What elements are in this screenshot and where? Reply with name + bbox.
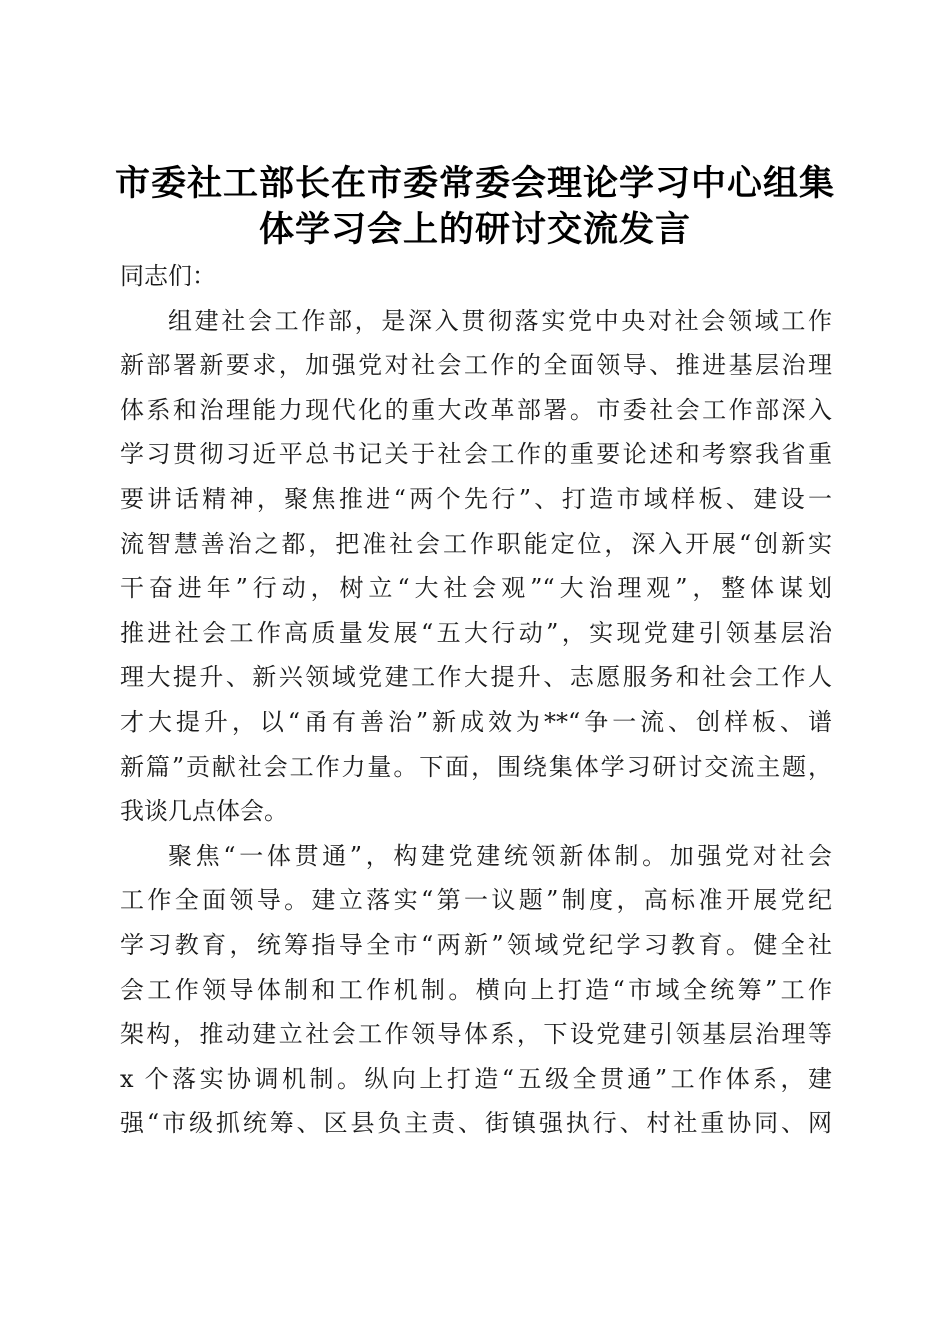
paragraph-line: 组建社会工作部，是深入贯彻落实党中央对社会领域工作 <box>168 306 832 335</box>
paragraph-1 <box>120 299 832 834</box>
paragraph-line: x 个落实协调机制。纵向上打造“五级全贯通”工作体系，建 <box>120 1064 832 1093</box>
paragraph-2 <box>120 834 832 1146</box>
paragraph-line: 学习教育，统筹指导全市“两新”领域党纪学习教育。健全社 <box>120 930 832 959</box>
paragraph-line: 体系和治理能力现代化的重大改革部署。市委社会工作部深入 <box>120 395 832 424</box>
paragraph-line: 新部署新要求，加强党对社会工作的全面领导、推进基层治理 <box>120 351 832 380</box>
paragraph-line: 要讲话精神，聚焦推进“两个先行”、打造市域样板、建设一 <box>120 484 832 513</box>
title-line-1: 市委社工部长在市委常委会理论学习中心组集 <box>114 163 835 205</box>
paragraph-line: 干奋进年”行动，树立“大社会观”“大治理观”，整体谋划 <box>120 574 832 603</box>
paragraph-line: 推进社会工作高质量发展“五大行动”，实现党建引领基层治 <box>120 618 832 647</box>
title-line-2: 体学习会上的研讨交流发言 <box>258 209 691 251</box>
paragraph-line: 工作全面领导。建立落实“第一议题”制度，高标准开展党纪 <box>120 886 832 915</box>
paragraph-line: 会工作领导体制和工作机制。横向上打造“市域全统筹”工作 <box>120 975 832 1004</box>
paragraph-line: 我谈几点体会。 <box>120 797 288 826</box>
paragraph-line: 强“市级抓统筹、区县负主责、街镇强执行、村社重协同、网 <box>120 1109 832 1138</box>
paragraph-line: 才大提升，以“甬有善治”新成效为**“争一流、创样板、谱 <box>120 707 832 736</box>
paragraph-line: 学习贯彻习近平总书记关于社会工作的重要论述和考察我省重 <box>120 440 832 469</box>
paragraph-line: 流智慧善治之都，把准社会工作职能定位，深入开展“创新实 <box>120 529 832 558</box>
paragraph-line: 理大提升、新兴领域党建工作大提升、志愿服务和社会工作人 <box>120 663 832 692</box>
document-body <box>120 254 832 1146</box>
greeting: 同志们： <box>120 262 216 290</box>
paragraph-line: 新篇”贡献社会工作力量。下面，围绕集体学习研讨交流主题， <box>120 752 832 781</box>
document-title <box>100 161 850 253</box>
paragraph-line: 聚焦“一体贯通”，构建党建统领新体制。加强党对社会 <box>168 841 832 870</box>
paragraph-line: 架构，推动建立社会工作领导体系，下设党建引领基层治理等 <box>120 1020 832 1049</box>
